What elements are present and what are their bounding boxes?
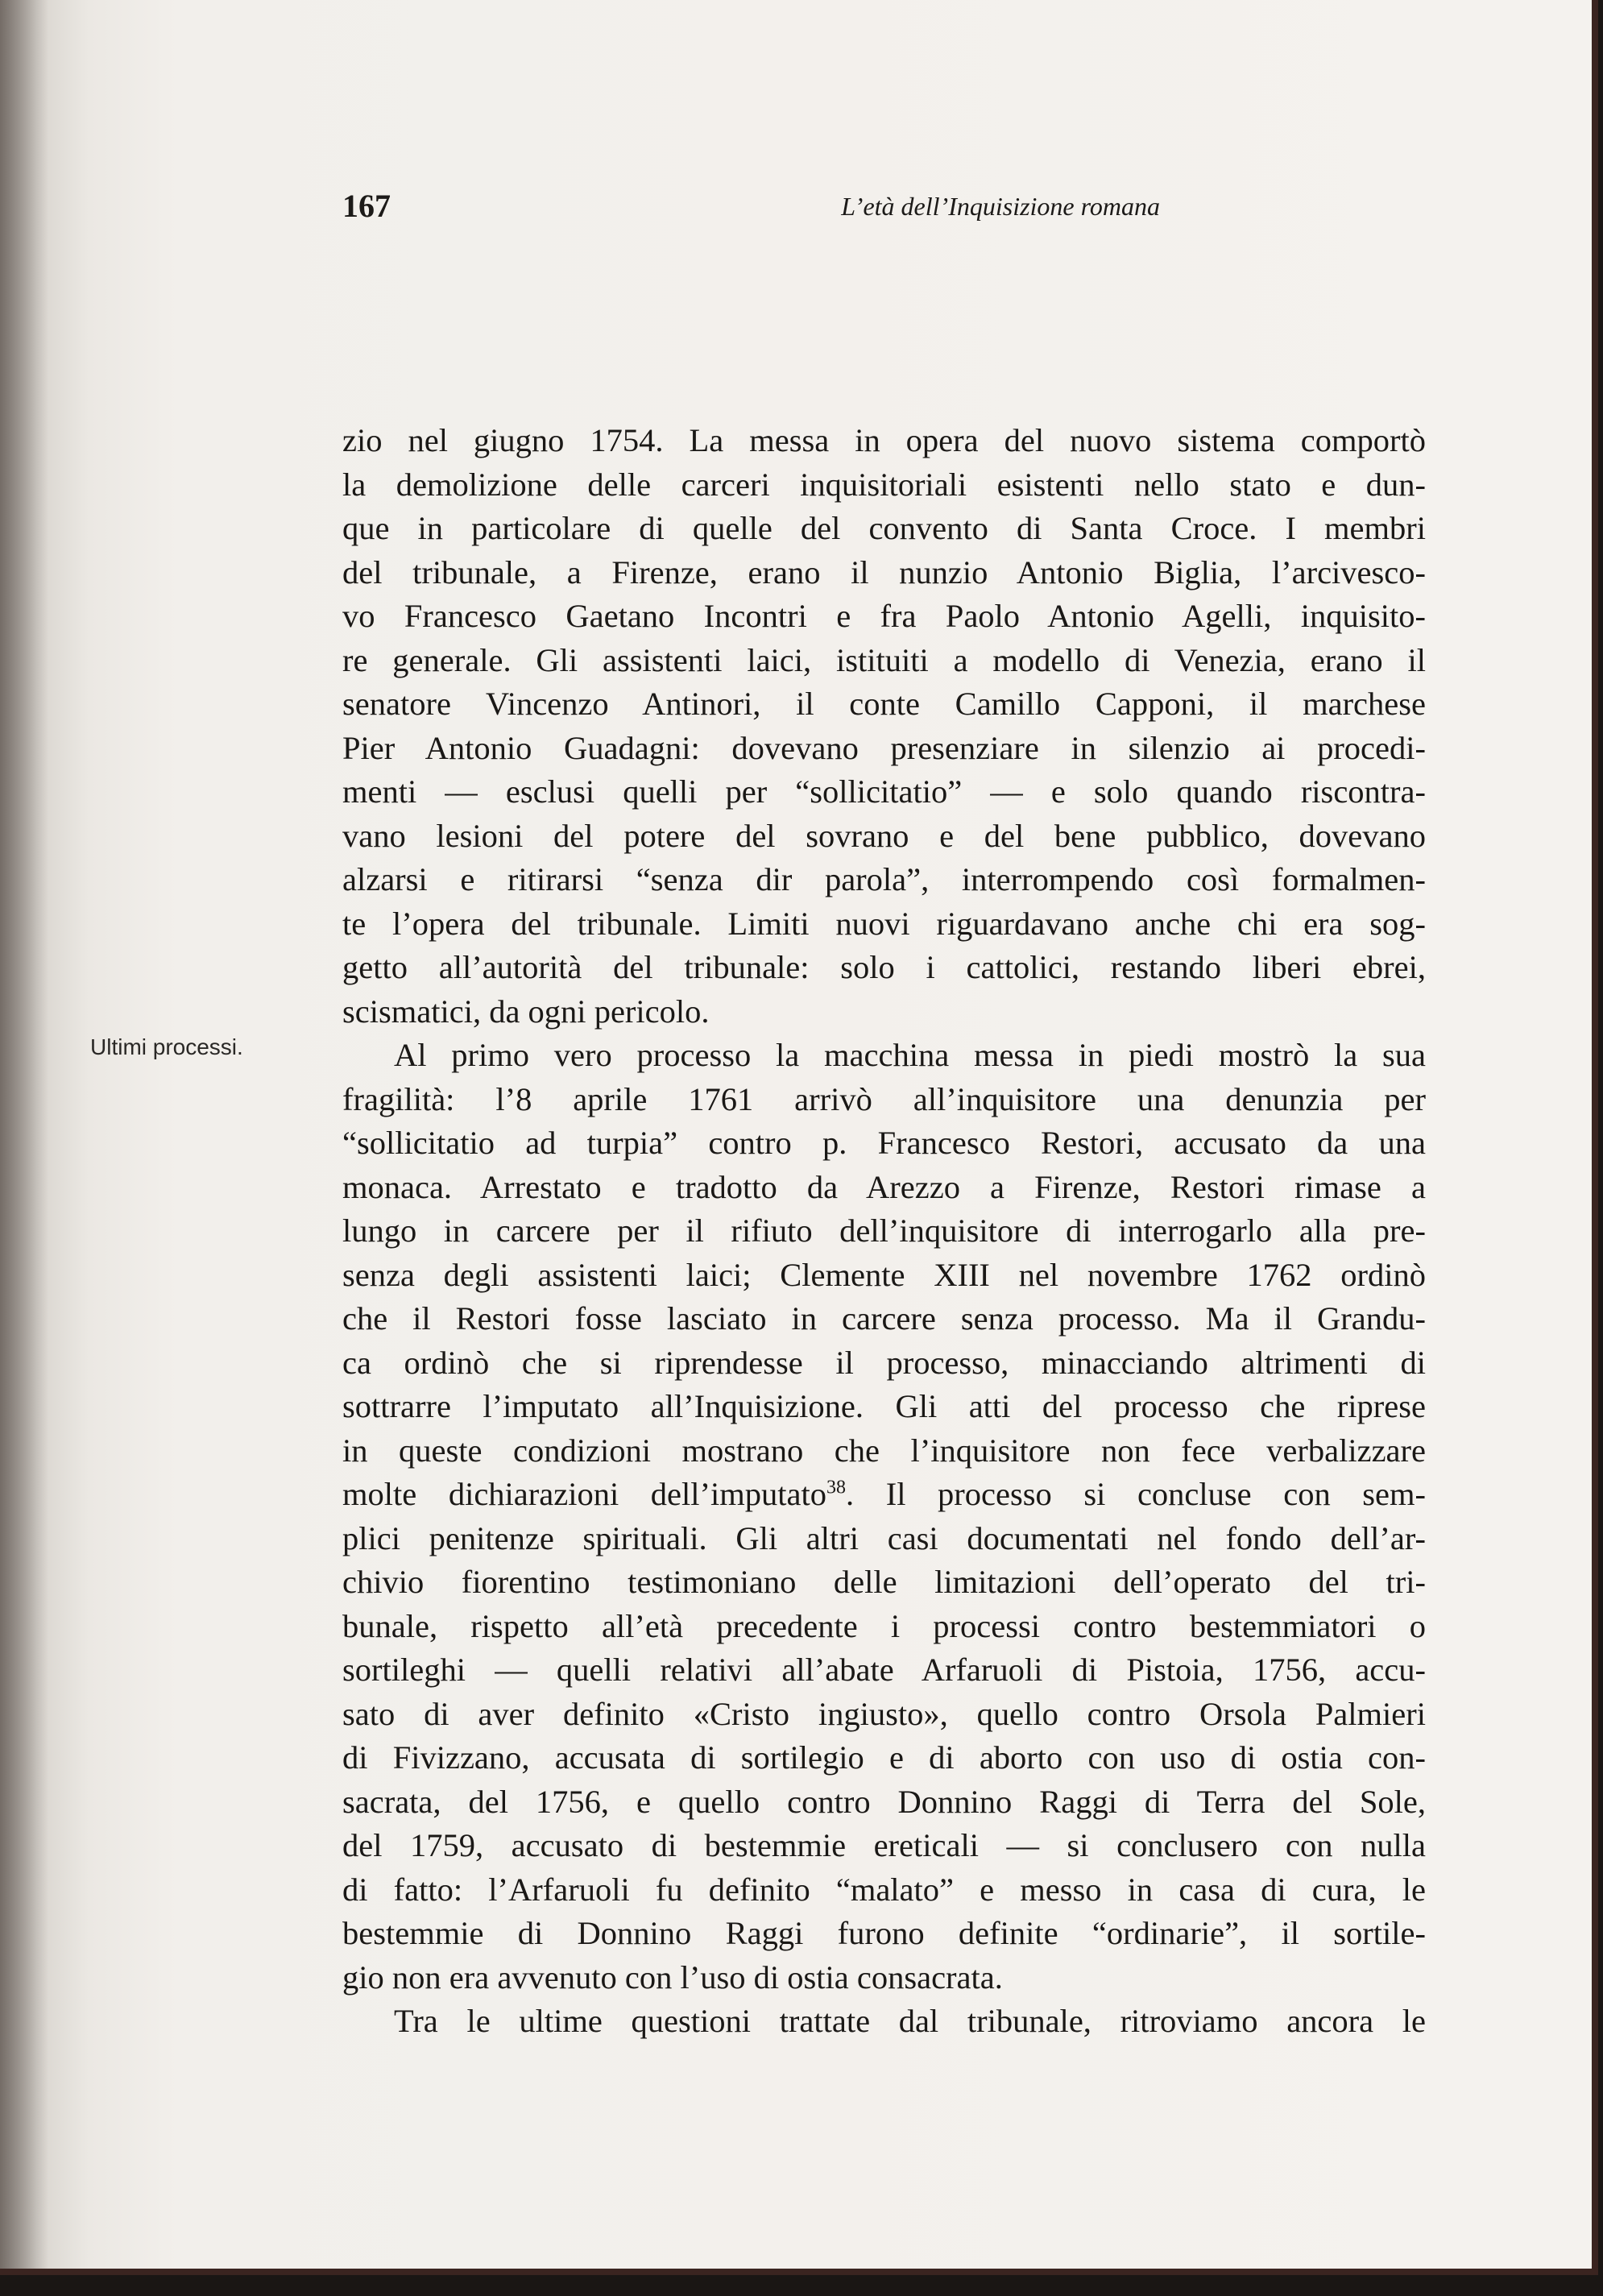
text-line: Tra le ultime questioni trattate dal tribunale, ritroviamo ancora le [394,2003,1426,2039]
text-line: plici penitenze spirituali. Gli altri casi documentati nel fondo dell’ar- [342,1519,1426,1556]
text-line: di fatto: l’Arfaruoli fu definito “malato” e messo in casa di cura, le [342,1871,1426,1908]
text-line: gio non era avvenuto con l’uso di ostia consacrata. [342,1958,1003,1996]
text-line: ca ordinò che si riprendesse il processo, minacciando altrimenti di [342,1344,1426,1381]
text-line: “sollicitatio ad turpia” contro p. Francesco Restori, accusato da una [342,1125,1426,1161]
paragraph-2 [342,1034,1426,2000]
text-line: bunale, rispetto all’età precedente i processi contro bestemmiatori o [342,1607,1426,1644]
footnote-ref[interactable]: 38 [826,1477,847,1498]
text-line: re generale. Gli assistenti laici, istituiti a modello di Venezia, erano il [342,641,1426,678]
text-line: vo Francesco Gaetano Incontri e fra Paolo Antonio Agelli, inquisito- [342,598,1426,634]
text-line: la demolizione delle carceri inquisitoriali esistenti nello stato e dun- [342,466,1426,503]
text-line: sortileghi — quelli relativi all’abate Arfaruoli di Pistoia, 1756, accu- [342,1652,1426,1688]
text-line: senatore Vincenzo Antinori, il conte Camillo Capponi, il marchese [342,686,1426,722]
text-line: chivio fiorentino testimoniano delle limitazioni dell’operato del tri- [342,1564,1426,1600]
text-line: alzarsi e ritirarsi “senza dir parola”, interrompendo così formalmen- [342,861,1426,897]
spine-shadow [0,0,48,2269]
body-text [342,419,1426,2044]
text-line: di Fivizzano, accusata di sortilegio e di aborto con uso di ostia con- [342,1739,1426,1776]
text-segment: molte dichiarazioni dell’imputato [342,1476,827,1512]
text-line [342,1473,1426,1517]
text-line: que in particolare di quelle del convento di Santa Croce. I membri [342,510,1426,546]
text-line: vano lesioni del potere del sovrano e del bene pubblico, dovevano [342,817,1426,854]
text-line: sacrata, del 1756, e quello contro Donnino Raggi di Terra del Sole, [342,1783,1426,1820]
text-line: scismatici, da ogni pericolo. [342,993,710,1030]
paragraph-3 [342,2000,1426,2044]
text-line: senza degli assistenti laici; Clemente XIII nel novembre 1762 ordinò [342,1256,1426,1293]
text-line: bestemmie di Donnino Raggi furono definite “ordinarie”, il sortile- [342,1915,1426,1951]
text-line: sottrarre l’imputato all’Inquisizione. Gli atti del processo che riprese [342,1388,1426,1424]
text-segment: . Il processo si concluse con sem- [846,1476,1426,1512]
text-line: menti — esclusi quelli per “sollicitatio” — e solo quando riscontra- [342,773,1426,810]
text-line: zio nel giugno 1754. La messa in opera del nuovo sistema comportò [342,422,1426,458]
text-line: te l’opera del tribunale. Limiti nuovi riguardavano anche chi era sog- [342,905,1426,942]
page-number: 167 [342,188,391,224]
text-line: del 1759, accusato di bestemmie ereticali — si conclusero con nulla [342,1827,1426,1863]
text-line: lungo in carcere per il rifiuto dell’inquisitore di interrogarlo alla pre- [342,1212,1426,1249]
text-line: monaca. Arrestato e tradotto da Arezzo a Firenze, Restori rimase a [342,1168,1426,1205]
text-line: del tribunale, a Firenze, erano il nunzio Antonio Biglia, l’arcivesco- [342,553,1426,591]
text-line: sato di aver definito «Cristo ingiusto», quello contro Orsola Palmieri [342,1695,1426,1732]
text-line: che il Restori fosse lasciato in carcere senza processo. Ma il Grandu- [342,1300,1426,1337]
page-header [342,187,1160,235]
text-line: Al primo vero processo la macchina messa in piedi mostrò la sua [394,1037,1426,1073]
paragraph-1 [342,419,1426,1034]
running-head: L’età dell’Inquisizione romana [841,192,1160,221]
text-line: Pier Antonio Guadagni: dovevano presenziare in silenzio ai procedi- [342,729,1426,766]
margin-note: Ultimi processi. [90,1034,243,1059]
text-line: in queste condizioni mostrano che l’inquisitore non fece verbalizzare [342,1432,1426,1469]
text-line: getto all’autorità del tribunale: solo i cattolici, restando liberi ebrei, [342,949,1426,985]
text-line: fragilità: l’8 aprile 1761 arrivò all’inquisitore una denunzia per [342,1080,1426,1117]
